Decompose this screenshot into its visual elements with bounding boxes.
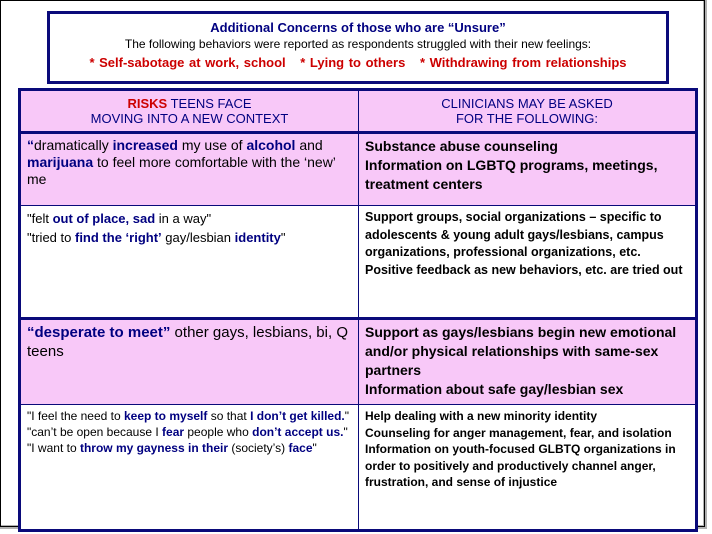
risk-cell: [20, 319, 359, 405]
emphasis-text: identity: [234, 230, 281, 245]
emphasis-text: I don’t get killed.: [250, 409, 345, 423]
risk-text: "I feel the need to: [27, 409, 124, 423]
risks-table: [18, 88, 698, 532]
risk-cell: [20, 206, 359, 319]
concern-item: * Withdrawing from relationships: [419, 55, 627, 70]
risk-text: (society’s): [228, 441, 289, 455]
risk-text: to feel more comfortable with the ‘new’ me: [27, 154, 336, 187]
header-risks: [20, 90, 359, 133]
concerns-title: Additional Concerns of those who are “Unsure”: [210, 20, 506, 35]
risk-text: in a way": [155, 211, 212, 226]
emphasis-text: keep to myself: [124, 409, 208, 423]
risk-text: ": [344, 409, 350, 423]
risk-text: "can’t be open because I: [27, 425, 163, 439]
table-header-row: [20, 90, 697, 133]
counseling-cell: [359, 133, 697, 206]
emphasis-text: find the ‘right’: [74, 230, 162, 245]
risk-text: gay/lesbian: [161, 230, 235, 245]
emphasis-text: marijuana: [27, 154, 94, 170]
emphasis-text: “desperate to meet”: [27, 324, 171, 341]
risk-text: and: [295, 137, 323, 153]
risk-cell: [20, 405, 359, 531]
risk-text: other gays, lesbians, bi, Q teens: [27, 324, 348, 360]
counseling-item: Information on LGBTQ programs, meetings, treatment centers: [365, 157, 658, 192]
counseling-item: Substance abuse counseling: [365, 138, 558, 154]
counseling-item: Support as gays/lesbians begin new emotional and/or physical relationships with same-sex partners: [365, 324, 677, 378]
risk-text: "tried to: [27, 230, 75, 245]
counseling-item: Help dealing with a new minority identity: [365, 409, 598, 423]
risk-text: my use of: [177, 137, 247, 153]
counseling-item: Information on youth-focused GLBTQ organizations in order to positively and productively channel anger, frustration, and sense of injustice: [365, 442, 676, 489]
header-clinicians: [359, 90, 697, 133]
counseling-item: Support groups, social organizations – specific to adolescents & young adult gays/lesbians, campus organizations, professional organizations, etc.: [365, 210, 664, 259]
table-row: [20, 319, 697, 405]
risk-text: ": [312, 441, 317, 455]
counseling-item: Information about safe gay/lesbian sex: [365, 381, 624, 397]
emphasis-text: out of place, sad: [52, 211, 156, 226]
counseling-cell: [359, 405, 697, 531]
counseling-cell: [359, 319, 697, 405]
risk-text: ": [343, 425, 348, 439]
emphasis-text: don’t accept us.: [252, 425, 344, 439]
concerns-items: [50, 55, 666, 70]
header-risks-line2: MOVING INTO A NEW CONTEXT: [90, 111, 289, 126]
emphasis-text: face: [288, 441, 313, 455]
table-row: [20, 405, 697, 531]
risk-text: "felt: [27, 211, 53, 226]
risk-text: ": [280, 230, 286, 245]
concern-item: * Lying to others: [300, 55, 406, 70]
header-clinicians-line1: CLINICIANS MAY BE ASKED: [441, 96, 613, 111]
risk-text: people who: [184, 425, 253, 439]
risk-text: dramatically: [34, 137, 113, 153]
emphasis-text: alcohol: [246, 137, 296, 153]
counseling-item: Counseling for anger management, fear, and isolation: [365, 425, 672, 440]
header-risks-rest: TEENS FACE: [167, 96, 252, 111]
emphasis-text: “: [27, 137, 34, 153]
table-row: [20, 133, 697, 206]
concern-item: * Self-sabotage at work, school: [89, 55, 286, 70]
counseling-cell: [359, 206, 697, 319]
concerns-box: [47, 11, 669, 84]
risk-text: "I want to: [27, 441, 80, 455]
concerns-subtitle: The following behaviors were reported as respondents struggled with their new feelings:: [124, 37, 592, 51]
emphasis-text: fear: [162, 425, 185, 439]
risk-cell: [20, 133, 359, 206]
emphasis-text: throw my gayness in their: [79, 441, 228, 455]
table-row: [20, 206, 697, 319]
counseling-item: Positive feedback as new behaviors, etc. are tried out: [365, 262, 683, 277]
emphasis-text: increased: [112, 137, 178, 153]
header-clinicians-line2: FOR THE FOLLOWING:: [455, 111, 599, 126]
risk-text: so that: [207, 409, 251, 423]
header-risks-word: RISKS: [127, 96, 168, 111]
